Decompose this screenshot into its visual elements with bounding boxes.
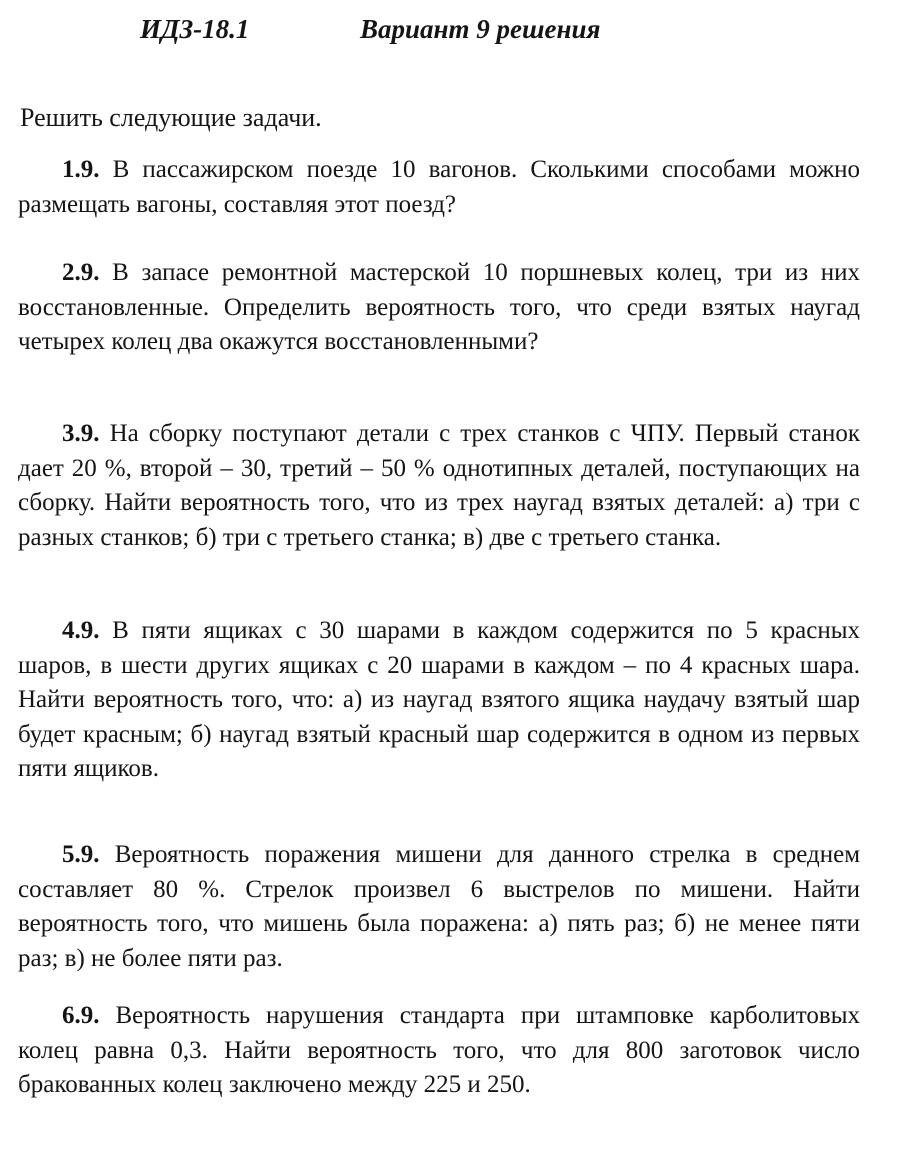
problem-2 [18,256,860,360]
problem-number: 1.9. [62,156,100,183]
assignment-title: ИДЗ-18.1 [140,14,250,44]
problem-text: В пассажирском поезде 10 вагонов. Сколькими способами можно размещать вагоны, составляя этот поезд? [18,156,860,218]
problem-text: Вероятность поражения мишени для данного стрелка в среднем составляет 80 %. Стрелок произвел 6 выстрелов по мишени. Найти вероятность того, что мишень была поражена: а) пять раз; б) не менее пяти раз; в) не более пяти раз. [18,841,861,972]
problem-4 [18,614,860,787]
problem-6 [18,999,860,1103]
problem-1 [18,153,860,222]
problem-number: 3.9. [62,420,100,447]
problem-text: Вероятность нарушения стандарта при штамповке карболитовых колец равна 0,3. Найти вероятность того, что для 800 заготовок число бракованных колец заключено между 225 и 250. [18,1002,860,1098]
intro-text: Решить следующие задачи. [20,103,322,132]
problem-number: 2.9. [62,259,100,286]
document-header [140,14,601,45]
problem-number: 5.9. [62,841,100,868]
problem-3 [18,417,860,555]
variant-title: Вариант 9 решения [360,14,601,44]
problem-text: В пяти ящиках с 30 шарами в каждом содержится по 5 красных шаров, в шести других ящиках с 20 шарами в каждом – по 4 красных шара. Найти вероятность того, что: а) из наугад взятого ящика наудачу взятый шар будет красным; б) наугад взятый красный шар содержится в одном из первых пяти ящиков. [18,617,861,782]
problem-text: В запасе ремонтной мастерской 10 поршневых колец, три из них восстановленные. Определить вероятность того, что среди взятых наугад четырех колец два окажутся восстановленными? [18,259,861,355]
problem-number: 6.9. [62,1002,100,1029]
problem-5 [18,838,860,976]
problem-number: 4.9. [62,617,100,644]
problem-text: На сборку поступают детали с трех станков с ЧПУ. Первый станок дает 20 %, второй – 30, третий – 50 % однотипных деталей, поступающих на сборку. Найти вероятность того, что из трех наугад взятых деталей: а) три с разных станков; б) три с третьего станка; в) две с третьего станка. [18,420,860,551]
